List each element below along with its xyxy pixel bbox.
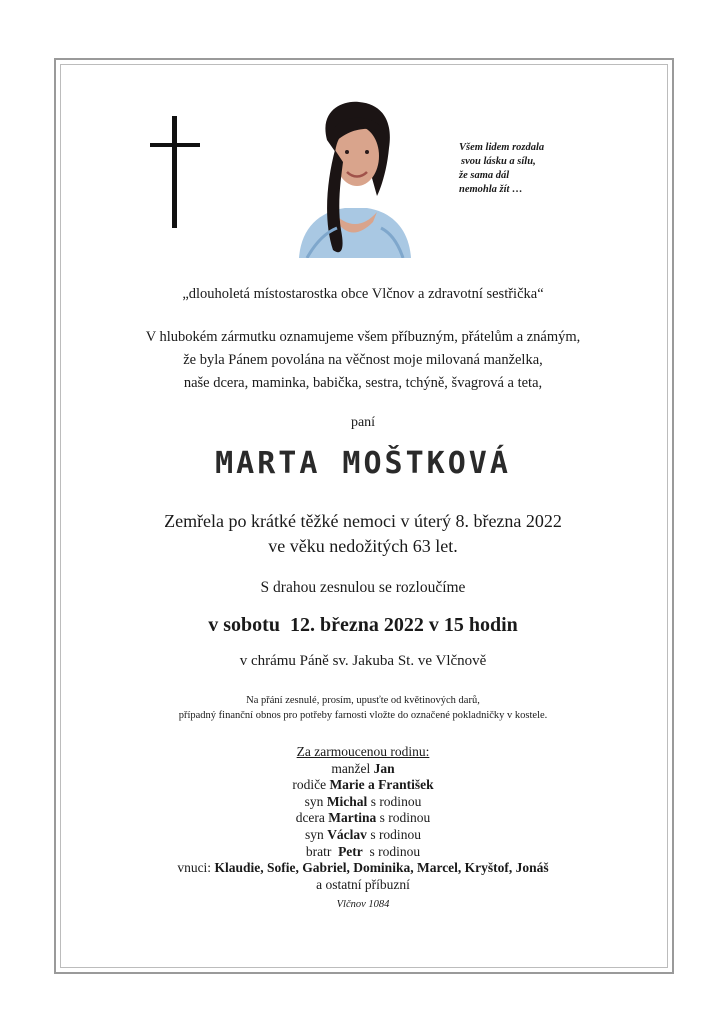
family-row (60, 761, 666, 778)
title-word: paní (350, 415, 376, 430)
family-list (60, 744, 666, 893)
family-heading: Za zarmoucenou rodinu: (296, 744, 430, 759)
cross-icon (150, 116, 200, 228)
relation: syn (304, 793, 327, 809)
address: Vlčnov 1084 (336, 899, 390, 910)
deceased-name (60, 446, 666, 481)
subtitle: „dlouholetá místostarostka obce Vlčnov a zdravotní sestřička“ (182, 286, 544, 302)
donation-request (60, 693, 666, 723)
relative-name: Michal (326, 793, 368, 809)
intro-text (60, 326, 666, 395)
age-line: ve věku nedožitých 63 let. (268, 536, 458, 556)
last-name: MOŠTKOVÁ (342, 446, 511, 481)
farewell-intro: S drahou zesnulou se rozloučíme (260, 579, 466, 596)
family-row (60, 860, 666, 877)
relative-name: Klaudie, Sofie, Gabriel, Dominika, Marcel, Kryštof, Jonáš (214, 860, 549, 876)
family-row (60, 827, 666, 844)
family-closing: a ostatní příbuzní (316, 876, 410, 892)
motto-line: nemohla žít … (459, 184, 523, 195)
family-row (60, 844, 666, 861)
relative-name: Jan (373, 760, 395, 776)
relation: syn (305, 826, 328, 842)
relation: vnuci: (177, 860, 215, 876)
relation: dcera (295, 810, 329, 826)
request-line: případný finanční obnos pro potřeby farnosti vložte do označené pokladničky v kostele. (178, 710, 548, 721)
relative-name: Petr (338, 843, 363, 859)
relation: manžel (331, 760, 374, 776)
first-name: MARTA (215, 446, 321, 481)
intro-line: naše dcera, maminka, babička, sestra, tchýně, švagrová a teta, (183, 375, 543, 391)
intro-line: V hlubokém zármutku oznamujeme všem příbuzným, přátelům a známým, (145, 329, 581, 345)
relative-name: Martina (328, 810, 377, 826)
family-row (60, 777, 666, 794)
family-row (60, 794, 666, 811)
funeral-date: v sobotu 12. března 2022 v 15 hodin (208, 614, 518, 636)
portrait-photo (297, 100, 413, 258)
relative-name: Václav (327, 826, 367, 842)
family-row (60, 810, 666, 827)
motto-line: svou lásku a sílu, (461, 156, 536, 167)
intro-line: že byla Pánem povolána na věčnost moje milovaná manželka, (183, 352, 543, 368)
relation-suffix: s rodinou (362, 843, 421, 859)
relation-suffix: s rodinou (366, 826, 421, 842)
death-line: Zemřela po krátké těžké nemoci v úterý 8. března 2022 (164, 511, 562, 531)
relation-suffix: s rodinou (376, 810, 431, 826)
motto (459, 141, 599, 197)
funeral-place: v chrámu Páně sv. Jakuba St. ve Vlčnově (239, 653, 487, 669)
death-info (60, 509, 666, 559)
relation: rodiče (292, 777, 330, 793)
relative-name: Marie a František (329, 777, 434, 793)
motto-line: Všem lidem rozdala (459, 142, 545, 153)
relation: bratr (305, 843, 339, 859)
request-line: Na přání zesnulé, prosím, upusťte od květinových darů, (246, 695, 480, 706)
motto-line: že sama dál (459, 170, 510, 181)
relation-suffix: s rodinou (367, 793, 422, 809)
